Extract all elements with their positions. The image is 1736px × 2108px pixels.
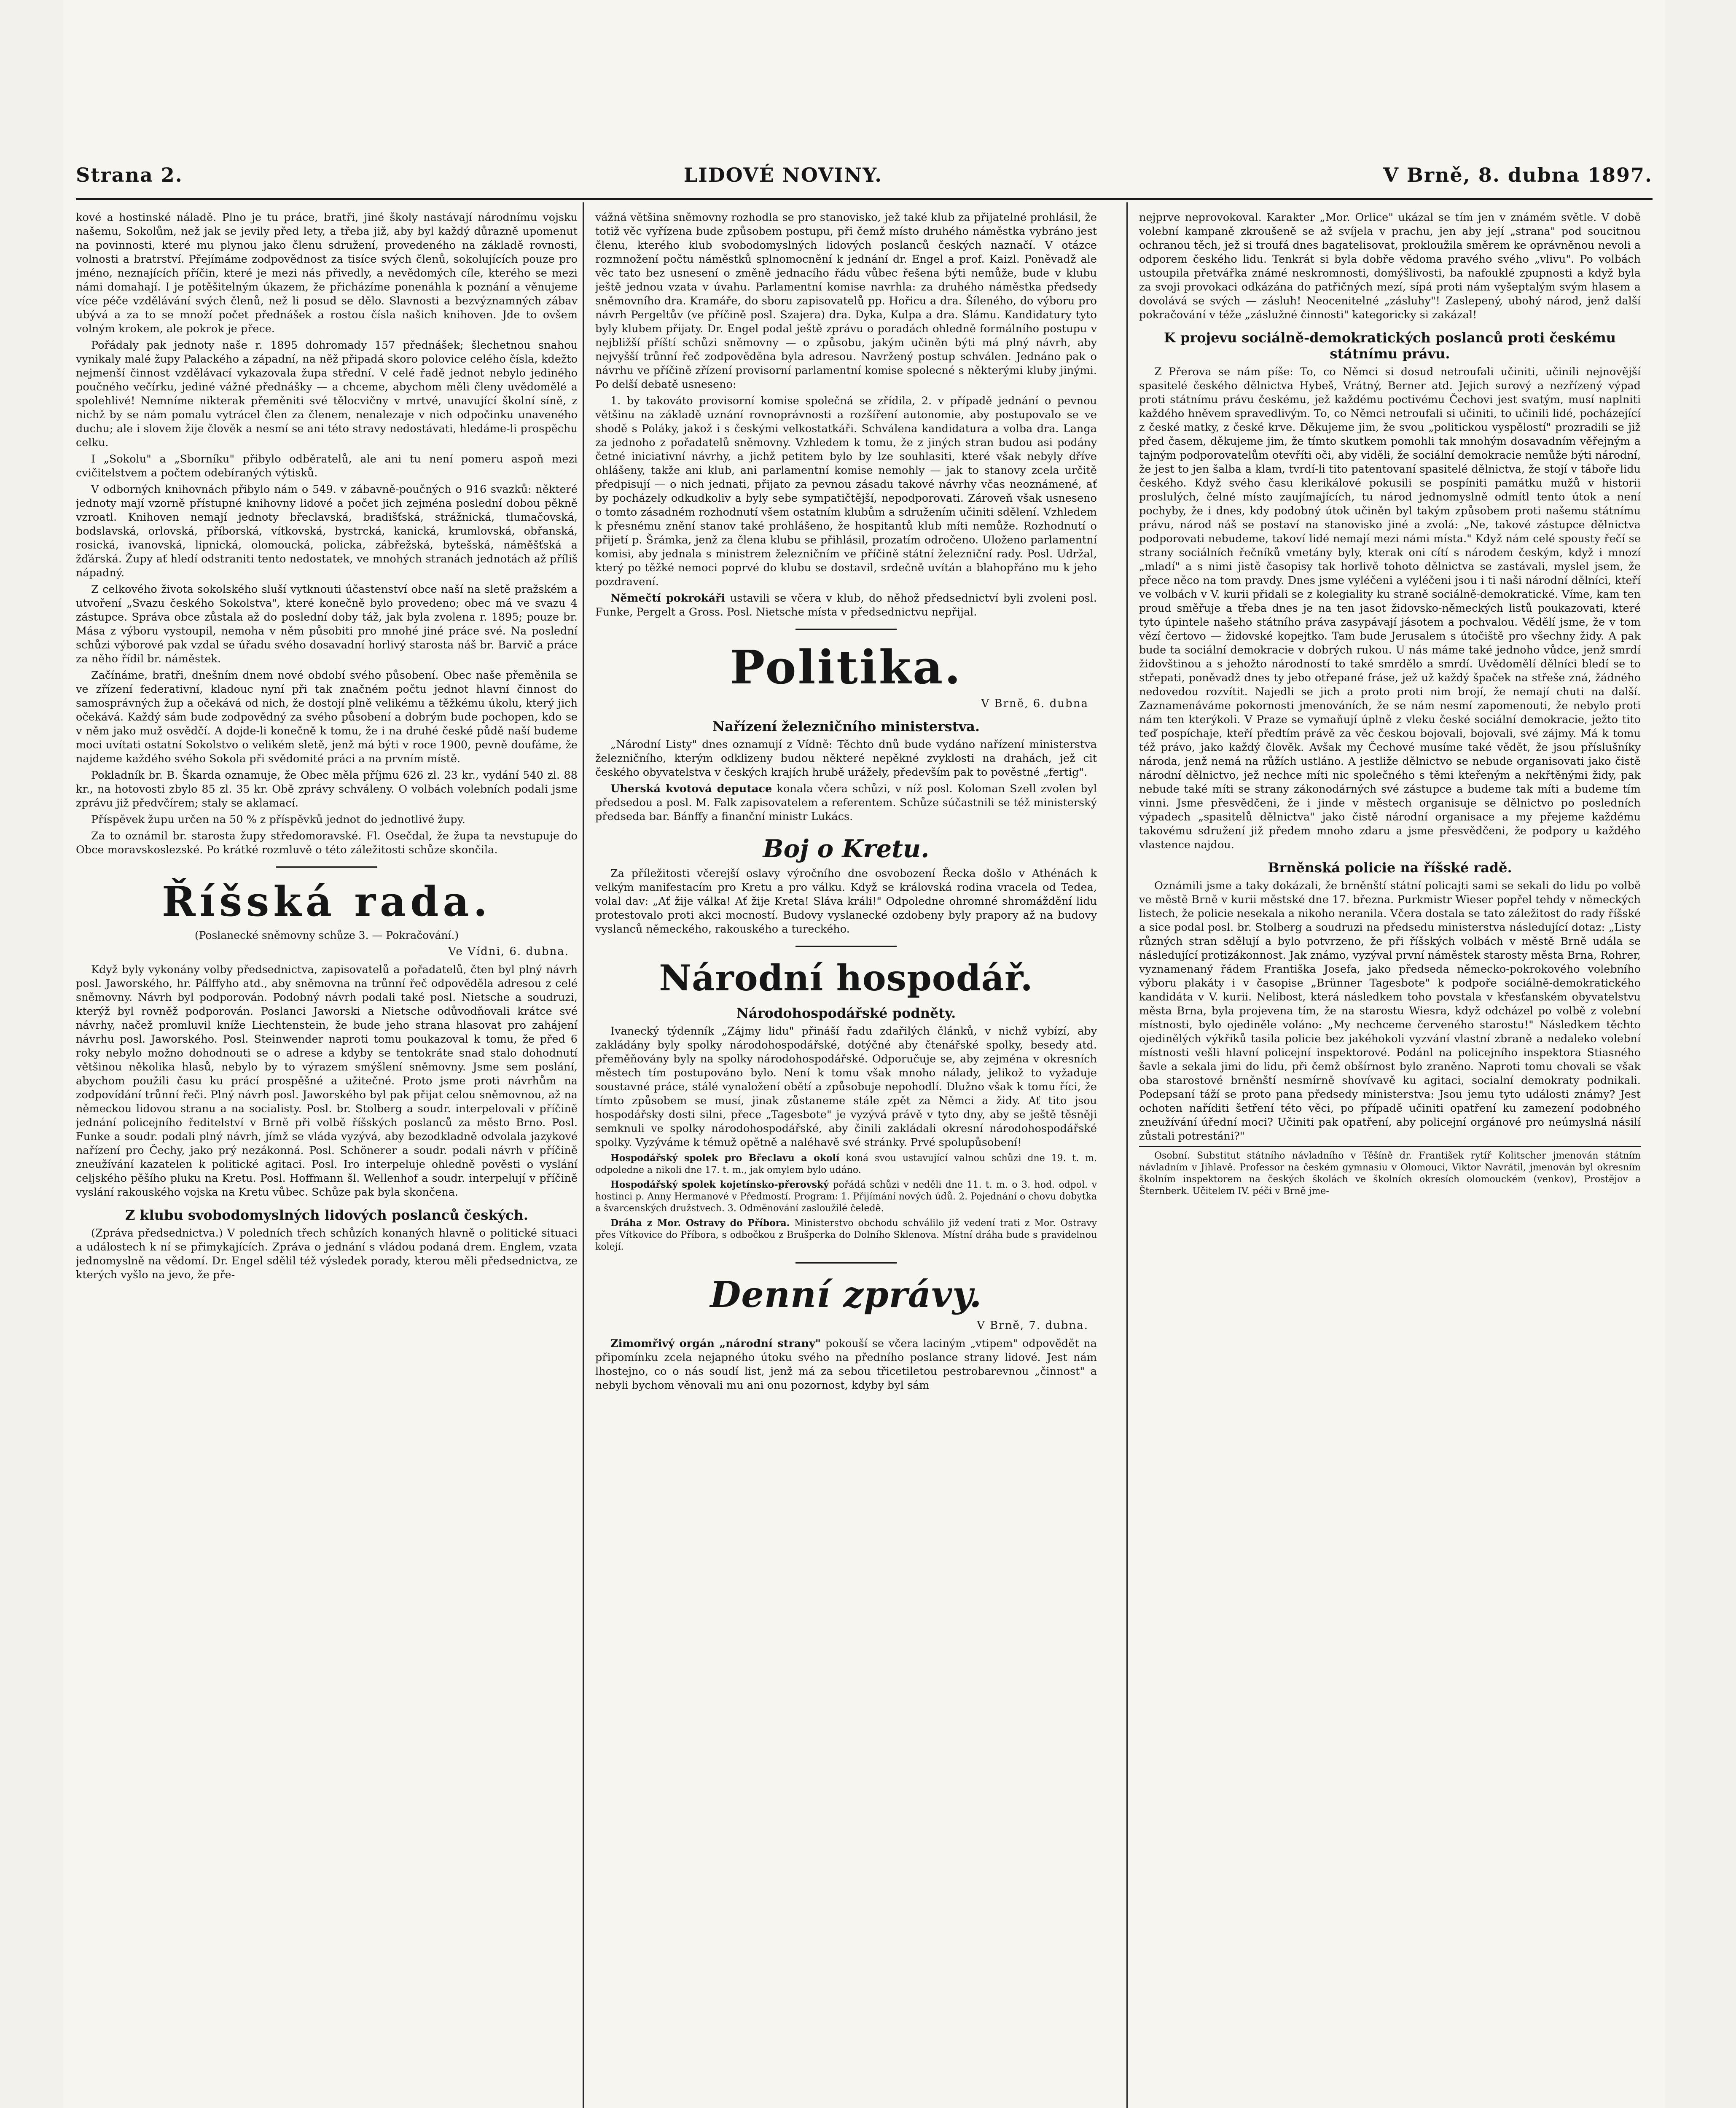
section-divider (795, 629, 897, 630)
issue-date: V Brně, 8. dubna 1897. (1383, 164, 1653, 186)
section-divider (795, 946, 897, 947)
article-lead-breclav: Hospodářský spolek pro Břeclavu a okolí (610, 1153, 840, 1164)
klub-article-p3: 1. by takováto provisorní komise společná se zřídila, 2. v případě jednání o pevnou většinu na základě uznání rovnoprávnosti a rozšíření autonomie, aby postupovalo se ve shodě s Poláky, jakož i s českými velkostatkáři. Schválena kandidatura a volba dra. Langa za jednoho z pořadatelů sněmovny. Vzhledem k tomu, že z jiných stran budou asi podány četné iniciativní návrhy, a jichž petitem bylo by lze souhlasiti, které však nebyly dříve ohlášeny, takže ani klub, ani parlamentní komise nemohly — jak to stanovy zcela určitě předpisují — o nich jednati, přijato za pevnou zásadu takové návrhy včas neoznámené, ať by pocházely odkudkoliv a byly sebe sympatičtější, nepodporovati. Zároveň však usneseno o tomto zásadném rozhodnutí všem ostatním klubům a sdružením učiniti sdělení. Vzhledem k přesnému znění stanov také prohlášeno, že hospitantů klub míti nemůže. Rozhodnutí o přijetí p. Šrámka, jenž za člena klubu se přihlásil, prozatím odročeno. Uloženo parlamentní komisi, aby jednala s ministrem železničním ve příčině státní železniční rady. Posl. Udržal, který po těžké nemoci poprvé do klubu se dostavil, srdečně uvítán a blahopřáno mu k jeho pozdravení. (595, 395, 1097, 588)
column-1 (76, 211, 578, 2108)
sokol-article-p4: V odborných knihovnách přibylo nám o 549. v zábavně-poučných o 916 svazků: některé jednoty mají vzorně přístupné knihovny lidové a počet jich zejména poslední dobou pěkně vzroatl. Knihoven nemají jednoty břeclavská, bradišťská, strážnická, tlumačovská, bodslavská, orlovská, příborská, vítkovská, bystrcká, kanická, krumlovská, obřanská, rosická, ivanovská, lipnická, olomoucká, policka, zábřežská, bytešská, náměšťská a žďárská. Župy ať hledí odstraniti tento nedostatek, ve mnohých stranách jednotách až příliš nápadný. (76, 483, 578, 579)
klub-article-p2: vážná většina sněmovny rozhodla se pro stanovisko, jež také klub za přijatelné prohlásil, že totiž věc vyřízena bude způsobem postupu, při čemž místo druhého náměstka vybráno jest členu, kterého klub svobodomyslných lidových poslanců českých naznačí. V otázce rozmnožení počtu náměstků splnomocnění k jednání dr. Engel a prof. Kaizl. Poněvadž ale věc tato bez usnesení o změně jednacího řádu vůbec řešena býti nemůže, bude v klubu ještě jednou vzata v úvahu. Parlamentní komise navrhla: za druhého náměstka předsedy sněmovního dra. Kramáře, do sboru zapisovatelů pp. Hořicu a dra. Šíleného, do výboru pro návrh Pergeltův (ve příčině posl. Szajera) dra. Dyka, Kulpa a dra. Slámu. Kandidatury tyto byly klubem přijaty. Dr. Engel podal ještě zprávu o poradách ohledně formálního postupu v nejbližší příští schůzi sněmovny — o způsobu, jakým učiněn býti má plný návrh, aby nejvyšší trůnní řeč zodpověděna byla adresou. Navržený postup schválen. Jednáno pak o návrhu ve příčině zřízení provisorní parlamentní komise spolecné s některými kluby jinými. Po delší debatě usneseno: (595, 211, 1097, 391)
header-rule (76, 198, 1653, 200)
section-heading-denni-zpravy: Denní zprávy. (710, 1274, 982, 1316)
column-2 (595, 211, 1097, 2108)
sokol-article-p8: Příspěvek župu určen na 50 % z příspěvků jednot do jednotlivé župy. (91, 813, 465, 826)
article-lead-kojetin: Hospodářský spolek kojetínsko-přerovský (610, 1179, 829, 1191)
column-separator-2 (1126, 202, 1128, 2108)
kojetin-article-text: pořádá schůzi v neděli dne 11. t. m. o 3. hod. odpol. v hostinci p. Anny Hermanové v Předmostí. Program: 1. Přijímání nových údů. 2. Pojednání o chovu dobytka a švarcenských družstvech. 3. Odměnování zasloužilé čeledě. (595, 1180, 1097, 1214)
column-3 (1139, 211, 1641, 2108)
sokol-article-p3: I „Sokolu" a „Sborníku" přibylo odběratelů, ale ani tu není pomeru aspoň mezi cvičitelstvem a počtem odebíraných výtisků. (76, 453, 578, 479)
draha-article-text: Ministerstvo obchodu schválilo již vedení trati z Mor. Ostravy přes Vítkovice do Příbora, s odbočkou z Brušperka do Dolního Sklenova. Místní dráha bude s pravidelnou kolejí. (595, 1218, 1097, 1253)
section-divider (276, 866, 377, 868)
parliament-article-p1: Když byly vykonány volby předsednictva, zapisovatelů a pořadatelů, čten byl plný návrh posl. Jaworského, hr. Pálffyho atd., aby sněmovna na trůnní řeč odpověděla adresou z celé sněmovny. Návrh byl podporován. Podobný návrh podali také posl. Nietsche a soudruzi, kterýž byl rovněž podporován. Poslanci Jaworski a Nietsche odůvodňovali krátce své návrhy, načež promluvil kníže Liechtenstein, že bude jeho strana hlasovat pro zahájení návrhu posl. Jaworského. Posl. Steinwender naproti tomu poukazoval k tomu, že před 6 roky nebylo možno dohodnouti se o adrese a kdyby se tentokráte snad stalo dohodnutí většinou několika hlasů, nebylo by to výrazem smýšlení sněmovny. Jsme sem poslání, abychom použili času ku prácí prospěšné a užitečné. Proto jsme proti návrhům na zodpovídání trůnní řeči. Plný návrh posl. Jaworského byl pak přijat celou sněmovnou, až na německou lidovou stranu a na socialisty. Posl. br. Stolberg a soudr. interpelovali v příčině jednání policejního ředitelství v Brně při volbě říšských poslanců za město Brno. Posl. Funke a soudr. podali plný návrh, jímž se vláda vyzývá, aby bezodkladně odvolala jazykové nařízení pro Čechy, jako prý nezákonná. Posl. Schönerer a soudr. podali návrh v příčině zneužívání kazatelen k politické agitaci. Posl. Iro interpeluje ohledně pověsti o vyslání celjského pěšího pluku na Kretu. Posl. Hoffmann šl. Wellenhof a soudr. interpelují v příčině vyslání rakouského vojska na Kretu vůbec. Schůze pak byla skončena. (76, 963, 578, 1199)
article-lead-zimomrivy: Zimomřivý orgán „národní strany" (610, 1337, 821, 1350)
section-heading-risska-rada: Říšská rada. (161, 878, 492, 925)
narizeni-article-text: „Národní Listy" dnes oznamují z Vídně: Těchto dnů bude vydáno nařízení ministerstva železničního, kterým odklizeny budou některé nepěkné zvyklosti na drahách, jež cit českého obyvatelstva v českých krajích hrubě urážely, především pak to pověstné „fertig". (595, 738, 1097, 779)
dateline: V Brně, 7. dubna. (977, 1319, 1088, 1332)
section-subheading: (Poslanecké sněmovny schůze 3. — Pokračování.) (194, 929, 459, 941)
page-number: Strana 2. (76, 164, 183, 186)
podnety-article-text: Ivanecký týdenník „Zájmy lidu" přináší řadu zdařilých článků, v nichž vybízí, aby zakládány byly spolky národohospodářské, dotýčné aby čtenářské spolky, besedy atd. přeměňovány byly na spolky národohospodářské. Odporučuje se, aby zejména v okresních městech tím postupováno bylo. Není k tomu však mnoho nálady, jelikož to vyžaduje soustavné práce, stálé vynaložení obětí a způsobuje nepohodlí. Dlužno však k tomu říci, že tímto způsobem se musí, jinak zůstaneme stále zpět za Němci a židy. Ať tito jsou hospodářsky dosti silni, přece „Tagesbote" je vyzývá právě v tyto dny, aby se ještě těsněji semknuli ve spolky národohospodářské, aby činili zakládali okresní národohospodářské spolky. Vyzýváme k témuž opětně a naléhavě své stránky. Prvé spolupůsobení! (595, 1025, 1097, 1149)
sokol-article-p6: Začínáme, bratři, dnešním dnem nové období svého působení. Obec naše přeměnila se ve zřízení federativní, kladouc nyní při tak značném počtu jednot hlavní činnost do samosprávných žup a očekává od nich, že dostojí plně velikému a těžkému úkolu, který jich očekává. Každý sám bude zodpovědný za svého působení a dobrým bude pochopen, kdo se v něm jako muž osvědčí. A dojde-li konečně k tomu, že i na druhé české půdě naší budeme moci uvítati ostatní Sokolstvo o velikém sletě, jenž má býti v roce 1900, pevně doufáme, že najdeme každého svého Sokola při svědomité práci a na prvním místě. (76, 669, 578, 765)
newspaper-page (63, 0, 1665, 2108)
dateline: V Brně, 6. dubna (981, 697, 1088, 710)
policie-article-text: Oznámili jsme a taky dokázali, že brněnští státní policajti sami se sekali do lidu po volbě ve městě Brně v kurii městské dne 17. března. Purkmistr Wieser popřel tehdy v německých listech, že policie nesekala a nikoho neranila. Včera dostala se tato záležitost do rady říšské a sice podal posl. br. Stolberg a soudruzi na předsedu ministerstva následující dotaz: „Listy různých stran sdělují a bylo potvrzeno, že při říšských volbách v městě Brně udála se následující protizákonnost. Jak známo, vyzýval první náměstek starosty města Brna, Rohrer, vyznamenaný řádem Františka Josefa, jako předseda německo-pokrokového volebního výboru plakáty i v časopise „Brünner Tagesbote" k podpoře sociálně-demokratického kandidáta v V. kurii. Nelibost, která následkem toho povstala v křesťanském obyvatelstvu města Brna, byla projevena tím, že na starostu Wiesra, když odcházel po volbě z volební místnosti, bylo ojediněle voláno: „My nechceme červeného starostu!" Následkem těchto ojedinělých výkřiků tasila policie bez jakéhokoli vyzvání vlastní zbraně a nedaleko volební místnosti vešli hlavní policejní inspektorové. Podánl na policejního inspektora Stiasného šavle a sekala jimi do lidu, při čemž obšírnost bylo zraněno. Naproti tomu chovali se však oba starostové brněnští nesmírně shovívavě ku agitaci, socialní demokraty podnikali. Podepsaní táží se proto pana předsedy ministerstva: Jsou jemu tyto události známy? Jest ochoten naříditi šetření této věci, po případě učiniti opatření ku zamezení podobného zneužívání úřední moci? Učiniti pak opatření, aby policejní orgánové pro neúmyslná násilí zůstali potrestáni?" (1139, 879, 1641, 1143)
page-header (76, 156, 1653, 194)
section-heading-narodni-hospodar: Národní hospodář. (659, 957, 1033, 999)
zimomrivy-article-text: pokouší se včera laciným „vtipem" odpovědět na připomínku zcela nejapného útoku svého na předního poslance strany lidové. Jest nám lhostejno, co o nás soudí list, jenž má za sebou třicetiletou pestrobarevnou „činnost" a nebyli bychom věnovali mu ani onu pozornost, kdyby byl sám (595, 1337, 1097, 1392)
kreta-article-text: Za příležitosti včerejší oslavy výročního dne osvobození Řecka došlo v Athénách k velkým manifestacím pro Kretu a pro válku. Když se královská rodina vracela od Tedea, volal dav: „Ať žije válka! Ať žije Kreta! Sláva králi!" Odpoledne ohromné shromáždění lidu protestovalo proti akci mocností. Budovy vyslanecké ozdobeny byly prapory až na budovy vyslanců německého, rakouského a tureckého. (595, 867, 1097, 936)
article-heading-narizeni: Nařízení železničního ministerstva. (712, 718, 980, 734)
sokol-article-p7: Pokladník br. B. Škarda oznamuje, že Obec měla příjmu 626 zl. 23 kr., vydání 540 zl. 88 kr., na hotovosti zbylo 85 zl. 35 kr. Obě zprávy schváleny. O volbách volebních podali jsme zprávu již předvčírem; staly se aklamací. (76, 769, 578, 809)
uherska-article-text: konala včera schůzi, v níž posl. Koloman Szell zvolen byl předsedou a posl. M. Falk zapisovatelem a referentem. Schůze súčastnili se též ministerský předseda bar. Bánffy a finanční ministr Lukács. (595, 782, 1097, 823)
article-heading-projev: K projevu sociálně-demokratických poslanců proti českému státnímu právu. (1164, 330, 1616, 362)
sokol-article-p2: Pořádaly pak jednoty naše r. 1895 dohromady 157 přednášek; šlechetnou snahou vynikaly malé župy Palackého a západní, na něž připadá skoro polovice celého čísla, kdežto nejmenší činnost vzdělávací vykazovala župa střední. V celé řadě jednot nebylo jediného poučného večírku, jediné vážné přednášky — a chceme, abychom měli členy uvědomělé a spolehlivé! Nemníme nikterak přeměniti své tělocvičny v mrtvé, unavující školní síně, z nichž by se nám pomalu vytrácel člen za členem, nenalezaje v nich odpočinku unaveného duchu; ale i slovem žije člověk a nesmí se ani této stravy nedostávati, hledáme-li prospěchu celku. (76, 339, 578, 449)
section-heading-boj-o-kretu: Boj o Kretu. (763, 834, 930, 863)
dateline: Ve Vídni, 6. dubna. (448, 945, 569, 958)
column-separator-1 (583, 202, 584, 2108)
personal-notice: Osobní. Substitut státního návladního v Těšíně dr. František rytíř Kolitscher jmenován státním návladním v Jihlavě. Professor na českém gymnasiu v Olomouci, Viktor Navrátil, jmenován byl okresním školním inspektorem na českých školách ve školních okresích olomouckém (venkov), Prostějov a Šternberk. Učitelem IV. péči v Brně jme- (1139, 1146, 1641, 1197)
article-lead-uherska: Uherská kvotová deputace (610, 782, 772, 795)
article-heading-klub: Z klubu svobodomyslných lidových poslanců českých. (125, 1207, 529, 1223)
sokol-article-p5: Z celkového života sokolského sluší vytknouti účastenství obce naší na sletě pražském a utvoření „Svazu českého Sokolstva", které konečně bylo provedeno; obec má ve svazu 4 zástupce. Správa obce zůstala až do poslední doby táž, jak byla zvolena r. 1895; pouze br. Mása z výboru vystoupil, nemoha v něm působiti pro mnohé jiné práce své. Na poslední schůzi výborové pak vzdal se úřadu svého dosavadní horlivý starosta náš br. Barvič a práce za něho řídil br. náměstek. (76, 583, 578, 665)
article-lead-nemecti: Němečtí pokrokáři (610, 592, 726, 605)
projev-article-text: Z Přerova se nám píše: To, co Němci si dosud netroufali učiniti, učinili nejnovější spasitelé českého dělnictva Hybeš, Vrátný, Berner atd. Jejich surový a nezřízený výpad proti státnímu právu českému, jež každému poctivému Čechovi jest svatým, musí naplniti každého hněvem spravedlivým. To, co Němci netroufali si učiniti, to učinili lidé, pocházející z české matky, z české krve. Děkujeme jim, že svou „politickou vyspělostí" prozradili se již před časem, děkujeme jim, že tímto skutkem pomohli tak mnohým dosavadním věřejným a tajným podporovatelům otevříti oči, aby viděli, že sociální demokracie nemůže býti národní, že jest to jen šalba a klam, tvrdí-li tito patentovaní spasitelé dělnictva, že stojí v táboře lidu českého. Když svého času klerikálové pokusili se pospíniti památku mužů v historii proslulých, čelné místo zaujímajících, tu národ jednomyslně odmítl tento útok a není pochyby, že i dnes, kdy podobný útok učiněn byl takým způsobem proti našemu státnímu právu, národ náš se postaví na stanovisko jiné a zvolá: „Ne, takové zástupce dělnictva podporovati nebudeme, takoví lidé nemají mezi námi místa." Když nám celé spousty řečí se strany sociálních řečníků vmetány byly, kterak oni cítí s národem českým, když i mnozí „mladí" a s nimi jistě časopisy tak horlivě tohoto dělnictva se zastávali, myslel jsem, že přece něco na tom pravdy. Dnes jsme vyléčeni a vyléčeni jsou i ti naši národní dělníci, kteří ve volbách v V. kurii přidali se z kolegiality ku straně sociálně-demokratické. Víme, kam ten proud směřuje a třeba dnes je na ten jasot židovsko-německých listů poukazovati, které tyto úpintele našeho státního práva zasypávají jásotem a pochvalou. Vědělí jsme, že v tom vězí čertovo — židovské kopejtko. Tam bude Jerusalem s útočiště pro všechny židy. A pak bude ta sociální demokracie v dobrých rukou. U nás máme také jednoho vůdce, jenž smrdí židovštinou a s jehožto národností to také smrdělo a smrdí. Uvědomělí dělníci bledí se to střepati, poněvadž dnes ty jebo otřepané fráse, jež už každý špaček na střeše zná, žádného nedovedou rozvítit. Najedli se jich a proto proti nim brojí, že nemají chuti na další. Zaznamenáváme pokornosti jmenováních, že se nám nesmí zapomenouti, že nebylo proti nám ten kterýkoli. V Praze se vymaňují úplně z vleku české sociální demokracie, ježto tito teď pospíchaje, kteří předtím právě za věc českou bojovali, bojovali, své zájmy. Má k tomu též právo, jako každý člověk. Avšak my Čechové musíme také vědět, že jsou příslušníky národa, jenž nemá na růžích ustláno. A jestliže dělnictvo se nebude organisovati jako čistě národní dělnictvo, jež nechce míti nic společného s těmi kteřeným a nekřtěnými židy, pak nebude také míti se strany zákonodárných své zástupce a budeme tak míti a budeme tím vinni. Jsme přesvědčeni, že i jinde v městech organisuje se dělnictvo po posledních výpadech „spasitelů dělnictva" jako čistě národní organisace a my přejeme každému takovému sdružení již předem mnoho zdaru a jsme přesvědčeni, že podpory u každého vlastence najdou. (1139, 366, 1641, 851)
section-divider (795, 1262, 897, 1264)
masthead-title: LIDOVÉ NOVINY. (683, 164, 883, 186)
section-heading-politika: Politika. (730, 640, 962, 694)
sokol-article-p1: kové a hostinské náladě. Plno je tu práce, bratři, jiné školy nastávají národnímu vojsku našemu, Sokolům, než jak se jevily před lety, a třeba již, aby byl každý důrazně upomenut na povinnosti, které mu plynou jako členu sdružení, provedeného na základě rovnosti, volnosti a bratrství. Přejímáme zodpovědnost za tisíce svých členů, sokolujících pouze pro jméno, neznajících příčin, které je mezi nás přivedly, a nevědomých cíle, kterého se mezi námi domahají. I je potěšitelným úkazem, že přicházíme ponenáhla k poznání a věnujeme více péče vzdělávání svých členů, než li posud se dělo. Slavnosti a bezvýznamných zábav ubývá a za to se množí počet přednášek a rostou čísla našich knihoven. Jde to ovšem volným krokem, ale pokrok je přece. (76, 211, 578, 335)
article-heading-policie: Brněnská policie na říšské radě. (1268, 860, 1512, 876)
breclav-article-text: koná svou ustavující valnou schůzi dne 19. t. m. odpoledne a nikoli dne 17. t. m., jak omylem bylo udáno. (595, 1153, 1097, 1176)
zimomrivy-article-cont: nejprve neprovokoval. Karakter „Mor. Orlice" ukázal se tím jen v známém světle. V době volební kampaně zkroušeně se až svíjela v prachu, jen aby její „strana" pod soucitnou ochranou těch, jež si troufá dnes bagatelisovat, prokloužila směrem ke oprávněnou nevoli a odporem českého lidu. Tenkrát si byla dobře vědoma pravého svého „vlivu". Po volbách ustoupila přetvářka známé neskromnosti, domýšlivosti, ba nafouklé zpupnosti a když byla za svoji provokaci odkázána do patřičných mezí, sípá proti nám vyšeptalým svým hlasem a dovolává se svých — zásluh! Neocenitelné „zásluhy"! Zaslepený, ubohý národ, jenž další pokračování v téže „záslužné činnosti" kategoricky si zakázal! (1139, 211, 1641, 321)
nemecti-article-text: ustavili se včera v klub, do něhož předsednictví byli zvoleni posl. Funke, Pergelt a Gross. Posl. Nietsche místa v předsednictvu nepřijal. (595, 592, 1097, 618)
sokol-article-p9: Za to oznámil br. starosta župy středomoravské. Fl. Osečdal, že župa ta nevstupuje do Obce moravskoslezské. Po krátké rozmluvě o této záležitosti schůze skončila. (76, 830, 578, 856)
klub-article-p1: (Zpráva předsednictva.) V poledních třech schůzích konaných hlavně o politické situaci a událostech k ní se přimykajících. Zpráva o jednání s vládou podaná drem. Englem, vzata jednomyslně na vědomí. Dr. Engel sdělil též výsledek porady, kterou měli předsednictva, ze kterých vyšlo na jevo, že pře- (76, 1226, 578, 1281)
article-lead-draha: Dráha z Mor. Ostravy do Příbora. (610, 1218, 790, 1229)
article-heading-podnety: Národohospodářské podněty. (736, 1005, 956, 1022)
